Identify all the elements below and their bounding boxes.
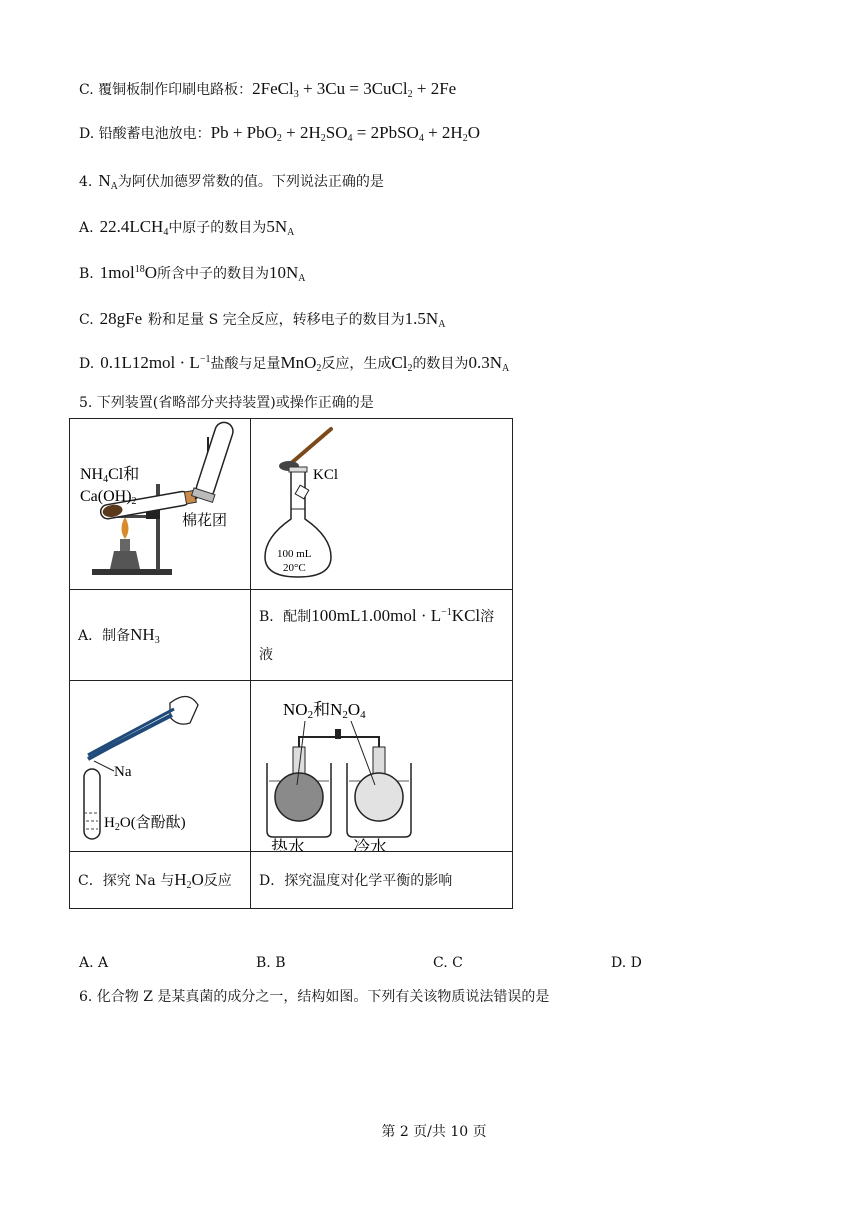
q3-option-c: C. 覆铜板制作印刷电路板：2FeCl$_3$ + 3Cu = 3CuCl$_2$ + 2Fe bbox=[79, 79, 457, 100]
apparatus-table bbox=[69, 418, 513, 909]
answer-a[interactable]: A. A bbox=[79, 955, 109, 971]
q3-option-d: D. 铅酸蓄电池放电：$Pb + PbO_2 + 2H_2SO_4$ = 2PbSO$_4$ + $2H_2O$ bbox=[79, 123, 480, 144]
q4-option-b: B. 1mol$^{18}$O所含中子的数目为$10N_A$ bbox=[79, 263, 306, 284]
svg-text:H2O(含酚酞): $H_2O$(含酚酞) bbox=[104, 815, 186, 833]
caption-b: B．配制$100mL1.00mol \cdot L^{-1}KCl$溶 液 bbox=[251, 590, 513, 681]
svg-text:20°C: 20°C bbox=[283, 562, 306, 574]
q4-stem: 4. $N_A$为阿伏加德罗常数的值。下列说法正确的是 bbox=[79, 171, 384, 192]
caption-a: A．制备$NH_3$ bbox=[70, 590, 251, 681]
svg-text:NO2和N2O4: NO2和N2O4 bbox=[283, 700, 366, 721]
equation-d: $Pb + PbO_2 + 2H_2SO_4$ = 2PbSO$_4$ + $2H_2O$ bbox=[210, 123, 480, 144]
q5-stem: 5. 下列装置(省略部分夹持装置)或操作正确的是 bbox=[79, 395, 374, 411]
volumetric-flask-illustration bbox=[251, 419, 512, 589]
page-footer: 第 2 页/共 10 页 bbox=[381, 1124, 487, 1140]
svg-text:Ca(OH)2: Ca(OH)2 bbox=[80, 488, 137, 507]
svg-text:冷水: 冷水 bbox=[353, 838, 387, 851]
svg-text:棉花团: 棉花团 bbox=[182, 513, 228, 529]
cell-c-image bbox=[70, 681, 251, 852]
q6-stem: 6. 化合物 Z 是某真菌的成分之一，结构如图。下列有关该物质说法错误的是 bbox=[79, 989, 550, 1005]
answer-d[interactable]: D. D bbox=[611, 955, 642, 971]
nh3-apparatus-illustration bbox=[70, 419, 250, 589]
svg-text:100 mL: 100 mL bbox=[277, 548, 312, 560]
q4-option-a: A. $22.4LCH_4$中原子的数目为$5N_A$ bbox=[79, 217, 295, 238]
no2-equilibrium-illustration bbox=[251, 681, 512, 851]
cell-b-image bbox=[251, 419, 513, 590]
svg-text:热水: 热水 bbox=[271, 838, 305, 851]
answer-b[interactable]: B. B bbox=[256, 955, 286, 971]
svg-text:NH4Cl和: NH4Cl和 bbox=[80, 466, 140, 485]
equation-c: 2FeCl$_3$ + 3Cu = 3CuCl$_2$ + 2Fe bbox=[252, 79, 457, 100]
svg-text:Na: Na bbox=[114, 764, 132, 780]
cell-d-image bbox=[251, 681, 513, 852]
q4-option-d: D. $0.1L12mol \cdot L^{-1}$盐酸与足量MnO$_2$反应，生成$Cl_2$的数目为$0.3N_A$ bbox=[79, 353, 510, 374]
cell-a-image bbox=[70, 419, 251, 590]
caption-d: D．探究温度对化学平衡的影响 bbox=[251, 852, 513, 909]
answer-c[interactable]: C. C bbox=[433, 955, 463, 971]
sodium-water-illustration bbox=[70, 681, 250, 851]
q4-option-c: C. 28gFe 粉和足量 S 完全反应，转移电子的数目为$1.5N_A$ bbox=[79, 309, 446, 330]
caption-c: C．探究 Na 与$H_2O$反应 bbox=[70, 852, 251, 909]
svg-text:KCl: KCl bbox=[313, 467, 339, 483]
